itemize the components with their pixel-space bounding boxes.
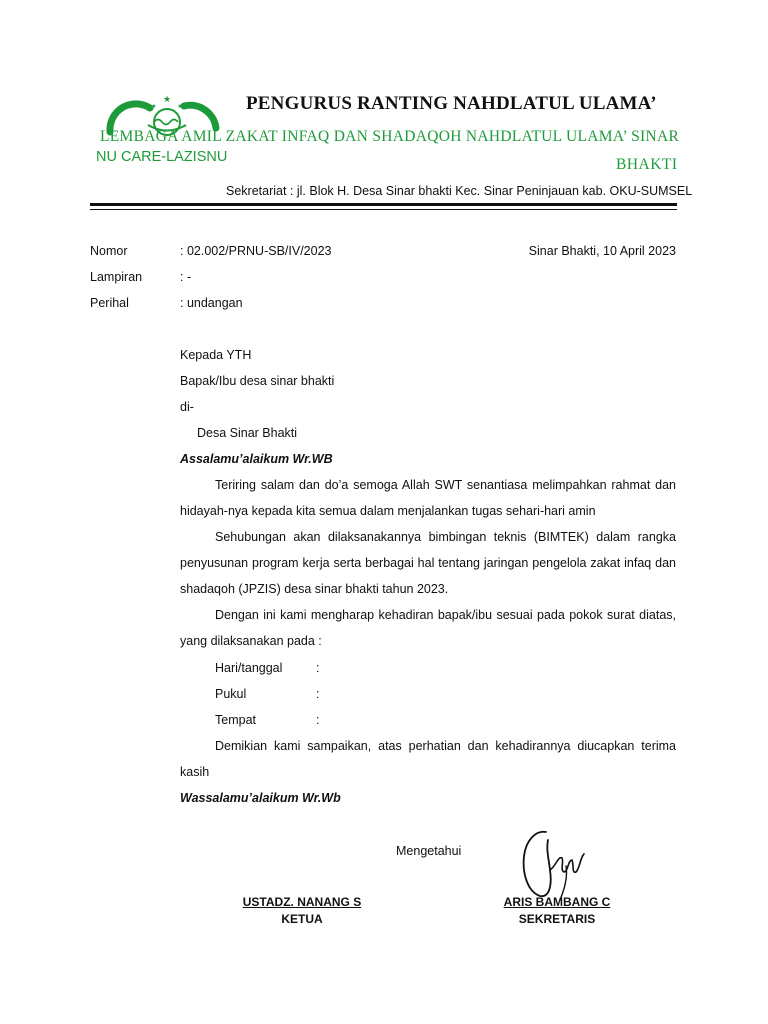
recipient-line1: Kepada YTH: [180, 348, 252, 362]
pukul-colon: :: [316, 687, 320, 701]
letterhead-subtitle-line1: LEMBAGA AMIL ZAKAT INFAQ DAN SHADAQOH NAHDLATUL ULAMA’ SINAR: [100, 128, 680, 145]
hari-tanggal-colon: :: [316, 661, 320, 675]
paragraph-3-line1: Dengan ini kami mengharap kehadiran bapak/ibu sesuai pada pokok surat diatas,: [215, 608, 676, 622]
perihal-value: : undangan: [180, 296, 243, 310]
mengetahui-label: Mengetahui: [396, 844, 462, 858]
logo-text: NU CARE-LAZISNU: [96, 149, 228, 165]
recipient-line2: Bapak/Ibu desa sinar bhakti: [180, 374, 335, 388]
ketua-role: KETUA: [281, 912, 323, 926]
letter-date: Sinar Bhakti, 10 April 2023: [528, 244, 676, 258]
sekretaris-name: ARIS BAMBANG C: [503, 895, 611, 909]
tempat-colon: :: [316, 713, 320, 727]
paragraph-2-line2: penyusunan program kerja serta berbagai hal tentang jaringan pengelola zakat infaq dan: [180, 556, 676, 570]
perihal-label: Perihal: [90, 296, 129, 310]
nomor-label: Nomor: [90, 244, 128, 258]
closing-greeting: Wassalamu’alaikum Wr.Wb: [180, 791, 341, 805]
paragraph-1-line1: Teriring salam dan do’a semoga Allah SWT senantiasa melimpahkan rahmat dan: [215, 478, 676, 492]
ketua-name: USTADZ. NANANG S: [242, 895, 362, 909]
lampiran-label: Lampiran: [90, 270, 143, 284]
paragraph-4-line2: kasih: [180, 765, 210, 779]
letterhead-address: Sekretariat : jl. Blok H. Desa Sinar bhakti Kec. Sinar Peninjauan kab. OKU-SUMSEL: [226, 184, 693, 198]
letterhead-title: PENGURUS RANTING NAHDLATUL ULAMA’: [246, 93, 657, 114]
svg-text:★: ★: [151, 104, 157, 110]
svg-text:★: ★: [162, 94, 172, 104]
paragraph-1-line2: hidayah-nya kepada kita semua dalam menjalankan tugas sehari-hari amin: [180, 504, 596, 518]
paragraph-2-line1: Sehubungan akan dilaksanakannya bimbingan teknis (BIMTEK) dalam rangka: [215, 530, 676, 544]
hari-tanggal-label: Hari/tanggal: [215, 661, 283, 675]
paragraph-4-line1: Demikian kami sampaikan, atas perhatian dan kehadirannya diucapkan terima: [215, 739, 676, 753]
greeting: Assalamu’alaikum Wr.WB: [180, 452, 333, 466]
paragraph-2-line3: shadaqoh (JPZIS) desa sinar bhakti tahun 2023.: [180, 582, 449, 596]
paragraph-3-line2: yang dilaksanakan pada :: [180, 634, 322, 648]
handwritten-signature: [506, 826, 596, 906]
pukul-label: Pukul: [215, 687, 247, 701]
svg-text:★: ★: [177, 104, 183, 110]
header-rule-thick: [90, 203, 677, 206]
lampiran-value: : -: [180, 270, 192, 284]
tempat-label: Tempat: [215, 713, 256, 727]
letterhead-subtitle-line2: BHAKTI: [616, 156, 678, 173]
nomor-value: : 02.002/PRNU-SB/IV/2023: [180, 244, 332, 258]
recipient-line3: di-: [180, 400, 194, 414]
header-rule-thin: [90, 209, 677, 210]
sekretaris-role: SEKRETARIS: [518, 912, 596, 926]
recipient-line4: Desa Sinar Bhakti: [197, 426, 298, 440]
